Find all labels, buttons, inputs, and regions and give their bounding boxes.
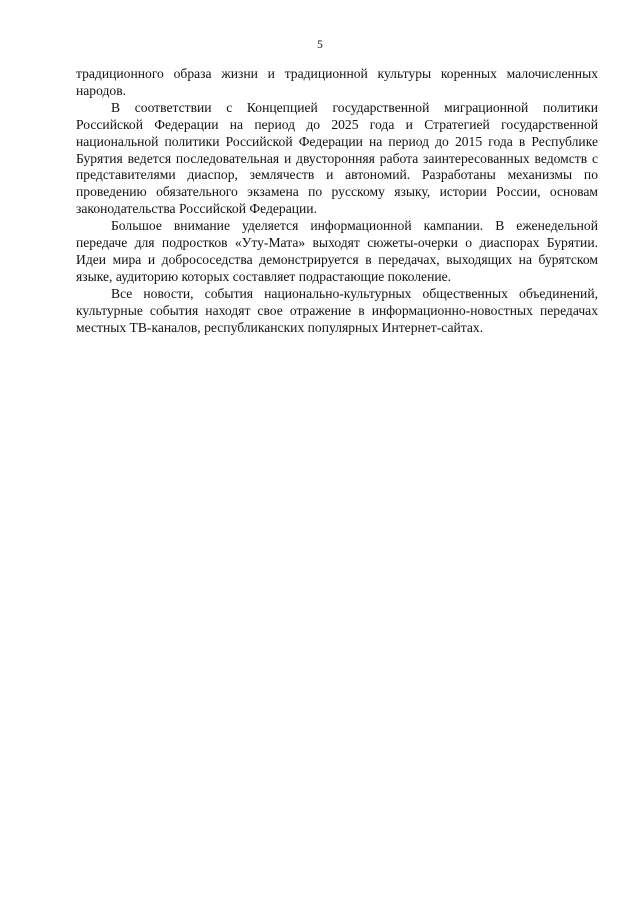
paragraph-continuation: традиционного образа жизни и традиционной культуры коренных малочисленных народов.: [76, 66, 598, 98]
paragraph-information-campaign: Большое внимание уделяется информационной кампании. В еженедельной передаче для подростков «Уту-Мата» выходят сюжеты-очерки о диаспорах Бурятии. Идеи мира и добрососедства демонстрируется в передачах, выходящих на бурятском языке, аудиторию которых составляет подрастающие поколение.: [76, 218, 598, 284]
page-number: 5: [317, 39, 323, 51]
document-body: [76, 66, 598, 337]
paragraph-migration-policy: В соответствии с Концепцией государственной миграционной политики Российской Федерации на период до 2025 года и Стратегией государственной национальной политики Российской Федерации на период до 2015 года в Республике Бурятия ведется последовательная и двусторонняя работа заинтересованных ведомств с представителями диаспор, землячеств и автономий. Разработаны механизмы по проведению обязательного экзамена по русскому языку, истории России, основам законодательства Российской Федерации.: [76, 99, 598, 217]
paragraph-news-coverage: Все новости, события национально-культурных общественных объединений, культурные события находят свое отражение в информационно-новостных передачах местных ТВ-каналов, республиканских популярных Интернет-сайтах.: [76, 285, 598, 335]
